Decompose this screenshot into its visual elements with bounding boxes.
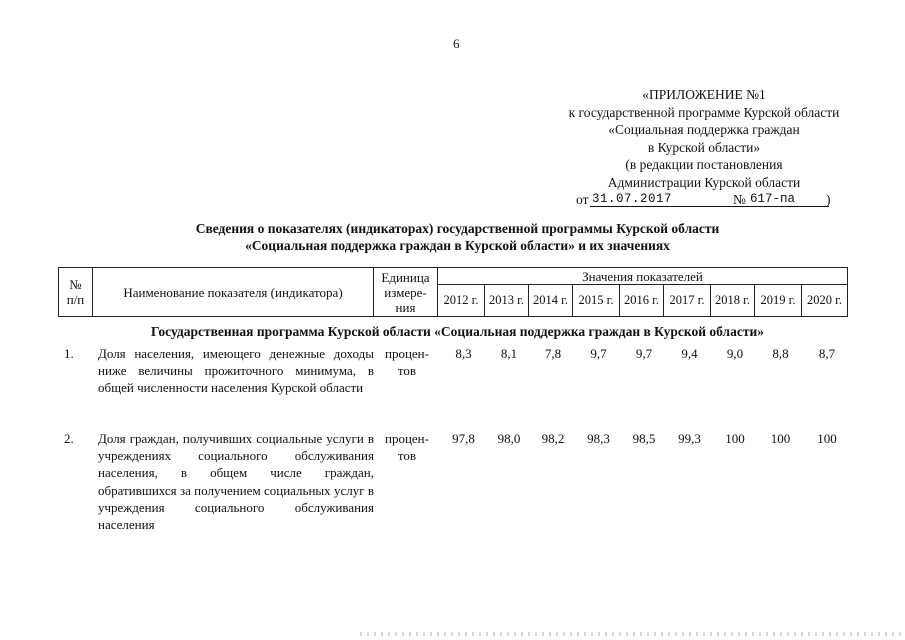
appendix-line: «Социальная поддержка граждан: [608, 122, 800, 137]
value-cell: 97,8: [452, 431, 475, 446]
value-cell: 98,2: [541, 431, 565, 446]
closing-paren: ): [826, 192, 831, 207]
decree-date-line: [520, 191, 888, 209]
value-cell: 99,3: [678, 431, 701, 446]
number-prefix: №: [733, 192, 746, 207]
appendix-line: к государственной программе Курской области: [568, 104, 840, 120]
header-name: Наименование показателя (индикатора): [93, 268, 374, 317]
appendix-line: в Курской области»: [647, 139, 761, 155]
date-prefix: от: [576, 192, 589, 207]
decree-date: 31.07.2017: [592, 192, 673, 206]
header-num: № п/п: [59, 268, 93, 317]
indicator-unit: процен-тов: [385, 431, 429, 464]
header-year: 2016 г.: [620, 285, 664, 317]
value-cell: 9,7: [590, 346, 607, 361]
value-cell: 100: [725, 431, 745, 446]
value-cell: 98,3: [587, 431, 610, 446]
value-cell: 8,1: [500, 346, 518, 361]
value-cell: 98,0: [497, 431, 521, 446]
appendix-line: (в редакции постановления: [625, 157, 783, 172]
scan-artifact: [360, 632, 905, 636]
header-year: 2013 г.: [485, 285, 529, 317]
heading-line-2: «Социальная поддержка граждан в Курской области» и их значениях: [245, 238, 670, 253]
value-cell: 8,8: [772, 346, 789, 361]
appendix-block: [520, 86, 888, 209]
decree-number: 617-па: [750, 192, 796, 206]
header-year: 2020 г.: [802, 285, 848, 317]
header-values-title: Значения показателей: [438, 268, 848, 285]
value-cell: 9,0: [726, 346, 744, 361]
value-cell: 100: [817, 431, 837, 446]
header-year: 2014 г.: [529, 285, 573, 317]
value-cell: 9,4: [681, 346, 698, 361]
row-number: 1.: [64, 346, 74, 361]
document-heading: [60, 220, 855, 254]
value-cell: 9,7: [635, 346, 653, 361]
indicator-name: Доля населения, имеющего денежные доходы ниже величины прожиточного минимума, в общей численности населения Курской области: [98, 346, 374, 396]
value-cell: 98,5: [632, 431, 656, 446]
header-year: 2019 г.: [755, 285, 802, 317]
page-number: 6: [453, 36, 460, 51]
header-year: 2018 г.: [711, 285, 755, 317]
appendix-title: «ПРИЛОЖЕНИЕ №1: [642, 87, 766, 102]
header-year: 2015 г.: [573, 285, 620, 317]
section-title: Государственная программа Курской области «Социальная поддержка граждан в Курской области»: [151, 324, 764, 339]
value-cell: 7,8: [544, 346, 562, 361]
indicator-name: Доля граждан, получивших социальные услуги в учреждениях социального обслуживания населения, в общем числе граждан, обратившихся за получением социальных услуг в учреждения социального обслуживания населения: [98, 431, 374, 533]
value-cell: 8,3: [455, 346, 472, 361]
value-cell: 100: [770, 431, 791, 446]
indicators-table-header: [58, 267, 848, 317]
header-year: 2017 г.: [664, 285, 711, 317]
header-year: 2012 г.: [438, 285, 485, 317]
header-unit: Единица измере-ния: [374, 268, 438, 317]
row-number: 2.: [64, 431, 74, 446]
heading-line-1: Сведения о показателях (индикаторах) государственной программы Курской области: [195, 221, 720, 236]
indicator-unit: процен-тов: [385, 346, 429, 379]
appendix-line: Администрации Курской области: [607, 174, 801, 190]
indicator-values: [440, 430, 858, 447]
indicator-values: [440, 345, 858, 362]
value-cell: 8,7: [818, 346, 836, 361]
